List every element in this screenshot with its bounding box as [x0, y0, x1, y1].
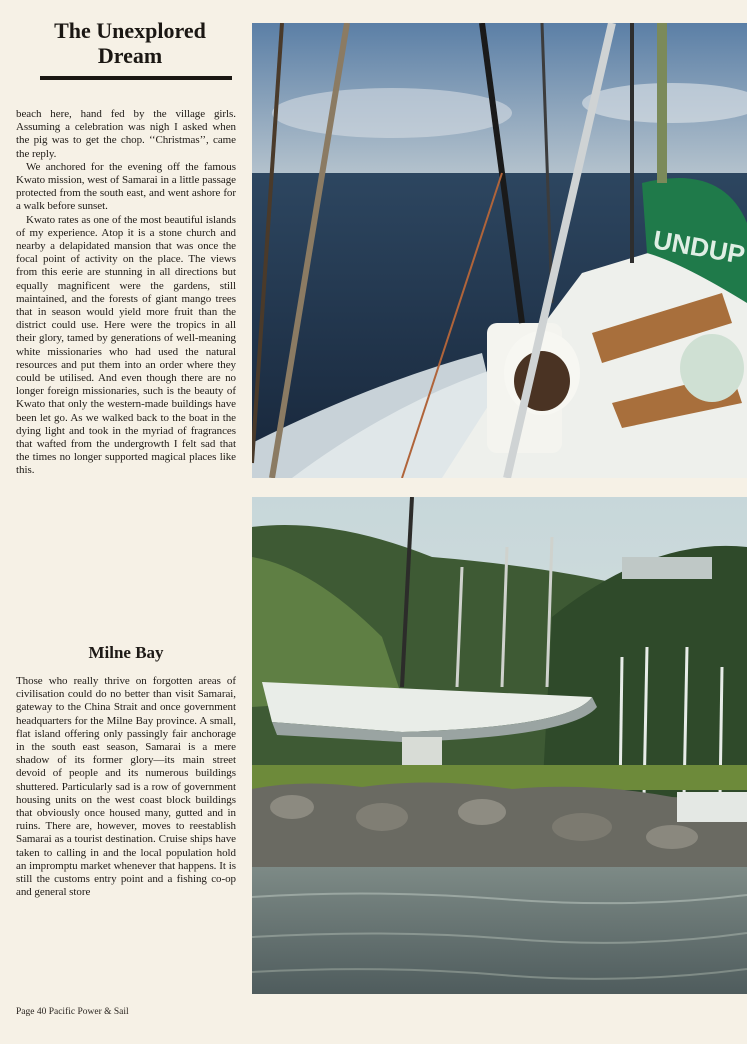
title-line-1: The Unexplored	[54, 18, 206, 43]
title-line-2: Dream	[97, 43, 163, 68]
photo-yacht-deck-image	[252, 23, 747, 478]
paragraph-3: Kwato rates as one of the most beautiful islands of my experience. Atop it is a stone church and nearby a delapidated mansion that was once the focal point of activity on the place. The views from this eerie are stunning in all directions but equally magnificent were the gardens, still maintained, and the forests of giant mango trees that in season would yield more fruit than the district could use. Here were the tropics in all their glory, tamed by generations of well-meaning white missionaries who had used the natural resources and put them into an order where they could be utilised. And even though there are no longer foreign missionaries, such is the beauty of Kwato that only the western-made buildings have been let go. As we walked back to the boat in the dying light and took in the myriad of fragrances that wafted from the undergrowth I felt sad that the times no longer supported magical places like this.	[16, 213, 236, 477]
paragraph-1: beach here, hand fed by the village girls. Assuming a celebration was nigh I asked when the pig was to get the chop. ‘‘Christmas’’, came the reply.	[16, 108, 236, 160]
paragraph-2: We anchored for the evening off the famous Kwato mission, west of Samarai in a little passage protected from the south east, and went ashore for a walk before sunset.	[16, 160, 236, 213]
article-column-top	[16, 108, 236, 478]
title-rule	[40, 76, 232, 80]
photo-boatyard-image	[252, 497, 747, 994]
article-column-bottom	[16, 675, 236, 899]
photo-boatyard	[252, 497, 747, 994]
sail-lettering: UNDUP	[650, 224, 747, 270]
section-heading: Milne Bay	[88, 643, 164, 662]
paragraph-4: Those who really thrive on forgotten areas of civilisation could do no better than visit Samarai, gateway to the China Strait and once government headquarters for the Milne Bay province. A small, flat island offering only passingly fair anchorage in the south east season, Samarai is a mere shadow of its former glory—its main street devoid of people and its numerous buildings shuttered. Particularly sad is a row of government housing units on the west coast block buildings that obviously once housed many, gutted and in ruins. There are, however, moves to reestablish Samarai as a tourist destination. Cruise ships have taken to calling in and the local population hold an impromptu market whenever that happens. It is still the customs entry point and a fishing co-op and general store	[16, 675, 236, 899]
article-title	[16, 18, 236, 68]
photo-yacht-deck	[252, 23, 747, 478]
title-block	[16, 18, 236, 80]
page-footer: Page 40 Pacific Power & Sail	[16, 1007, 129, 1017]
